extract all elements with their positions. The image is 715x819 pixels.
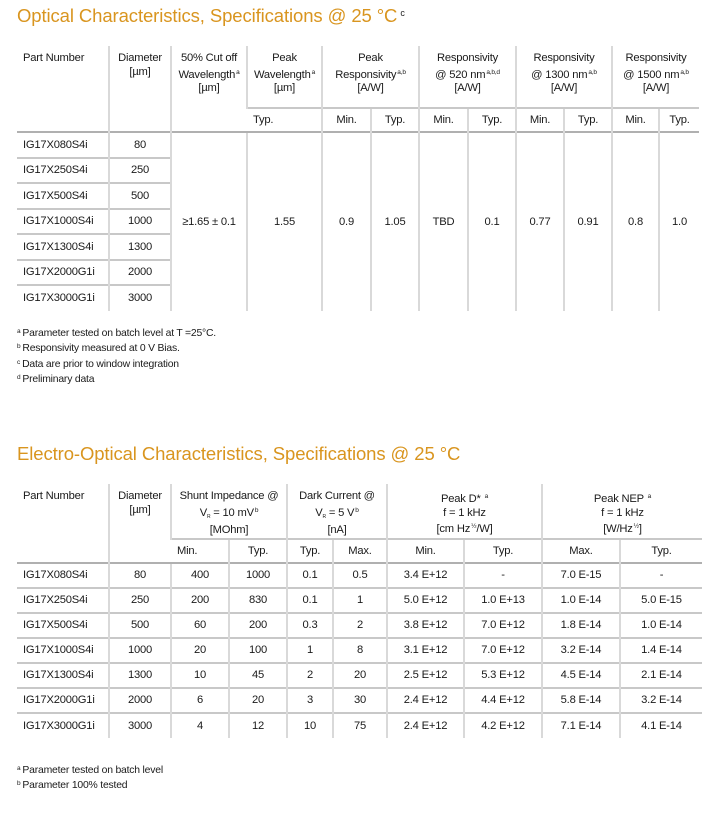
cell-dstar-min: 3.4 E+12 bbox=[387, 563, 464, 588]
cell-nep-typ: 3.2 E-14 bbox=[620, 688, 702, 713]
cell-shunt-min: 10 bbox=[171, 663, 229, 688]
cell-nep-typ: 1.0 E-14 bbox=[620, 613, 702, 638]
table-row bbox=[17, 638, 702, 663]
table-row bbox=[17, 613, 702, 638]
header-part-number: Part Number bbox=[23, 490, 85, 502]
header-peak-nep: Peak NEP $^a$ f = 1 kHz [W/Hz$^{\frac{1}{2}}$] bbox=[542, 484, 702, 539]
cell-nep-max: 3.2 E-14 bbox=[542, 638, 620, 663]
cell-resp1500-min: 0.8 bbox=[612, 132, 659, 311]
header-responsivity-1500: Responsivity @ 1500 nm$^{a,b}$ [A/W] bbox=[612, 46, 699, 108]
footnote: $^b$ Parameter 100% tested bbox=[17, 780, 128, 792]
cell-part-number: IG17X080S4i bbox=[17, 132, 109, 158]
cell-dark-max: 1 bbox=[333, 588, 387, 613]
cell-nep-typ: 2.1 E-14 bbox=[620, 663, 702, 688]
subheader-dstar-min: Min. bbox=[387, 539, 464, 563]
cell-shunt-typ: 200 bbox=[229, 613, 287, 638]
optical-title-footnote-mark: c bbox=[400, 8, 405, 18]
cell-resp1300-min: 0.77 bbox=[516, 132, 564, 311]
cell-dark-max: 75 bbox=[333, 713, 387, 738]
cell-nep-max: 7.0 E-15 bbox=[542, 563, 620, 588]
cell-shunt-typ: 20 bbox=[229, 688, 287, 713]
cell-part-number: IG17X1000S4i bbox=[17, 209, 109, 235]
cell-part-number: IG17X1300S4i bbox=[17, 234, 109, 260]
table-row bbox=[17, 688, 702, 713]
cell-resp520-min: TBD bbox=[419, 132, 468, 311]
cell-shunt-typ: 830 bbox=[229, 588, 287, 613]
table-row bbox=[17, 663, 702, 688]
cell-shunt-typ: 12 bbox=[229, 713, 287, 738]
cell-nep-max: 1.0 E-14 bbox=[542, 588, 620, 613]
subheader-resp1500-min: Min. bbox=[612, 108, 659, 132]
subheader-resp1300-typ: Typ. bbox=[564, 108, 612, 132]
header-responsivity-1300: Responsivity @ 1300 nm$^{a,b}$ [A/W] bbox=[516, 46, 612, 108]
cell-dstar-min: 3.8 E+12 bbox=[387, 613, 464, 638]
cell-dark-max: 8 bbox=[333, 638, 387, 663]
subheader-resp520-typ: Typ. bbox=[468, 108, 516, 132]
cell-shunt-min: 400 bbox=[171, 563, 229, 588]
cell-peak-resp-typ: 1.05 bbox=[371, 132, 419, 311]
cell-part-number: IG17X2000G1i bbox=[17, 688, 109, 713]
table-row bbox=[17, 132, 699, 158]
cell-dark-max: 0.5 bbox=[333, 563, 387, 588]
cell-part-number: IG17X500S4i bbox=[17, 613, 109, 638]
cell-part-number: IG17X080S4i bbox=[17, 563, 109, 588]
footnote: $^a$ Parameter tested on batch level bbox=[17, 765, 163, 776]
cell-diameter: 3000 bbox=[109, 713, 171, 738]
cell-shunt-min: 6 bbox=[171, 688, 229, 713]
subheader-dark-typ: Typ. bbox=[287, 539, 333, 563]
cell-resp1300-typ: 0.91 bbox=[564, 132, 612, 311]
subheader-resp1500-typ: Typ. bbox=[659, 108, 699, 132]
footnote: $^a$ Parameter tested on batch level at T =25°C. bbox=[17, 328, 216, 339]
cell-nep-max: 1.8 E-14 bbox=[542, 613, 620, 638]
header-part-number: Part Number bbox=[23, 52, 85, 64]
subheader-peak-resp-min: Min. bbox=[322, 108, 371, 132]
cell-part-number: IG17X1000S4i bbox=[17, 638, 109, 663]
cell-part-number: IG17X1300S4i bbox=[17, 663, 109, 688]
cell-part-number: IG17X250S4i bbox=[17, 588, 109, 613]
subheader-dark-max: Max. bbox=[333, 539, 387, 563]
subheader-peak-resp-typ: Typ. bbox=[371, 108, 419, 132]
table-row bbox=[17, 588, 702, 613]
cell-nep-typ: 5.0 E-15 bbox=[620, 588, 702, 613]
cell-diameter: 2000 bbox=[109, 260, 171, 286]
cell-part-number: IG17X500S4i bbox=[17, 183, 109, 209]
cell-diameter: 250 bbox=[109, 158, 171, 184]
cell-nep-typ: - bbox=[620, 563, 702, 588]
cell-diameter: 250 bbox=[109, 588, 171, 613]
subheader-shunt-min: Min. bbox=[171, 539, 229, 563]
header-responsivity-520: Responsivity @ 520 nm$^{a,b,d}$ [A/W] bbox=[419, 46, 516, 108]
cell-dstar-min: 2.5 E+12 bbox=[387, 663, 464, 688]
cell-diameter: 1000 bbox=[109, 638, 171, 663]
cell-shunt-min: 60 bbox=[171, 613, 229, 638]
cell-part-number: IG17X3000G1i bbox=[17, 713, 109, 738]
cell-dark-typ: 0.3 bbox=[287, 613, 333, 638]
cell-peak-wavelength-typ: 1.55 bbox=[247, 132, 322, 311]
cell-shunt-typ: 1000 bbox=[229, 563, 287, 588]
cell-dark-typ: 0.1 bbox=[287, 588, 333, 613]
subheader-nep-typ: Typ. bbox=[620, 539, 702, 563]
cell-shunt-min: 20 bbox=[171, 638, 229, 663]
cell-diameter: 500 bbox=[109, 183, 171, 209]
cell-shunt-min: 200 bbox=[171, 588, 229, 613]
cell-dstar-min: 2.4 E+12 bbox=[387, 713, 464, 738]
cell-dark-typ: 10 bbox=[287, 713, 333, 738]
cell-dark-typ: 3 bbox=[287, 688, 333, 713]
subheader-peak-wl-typ: Typ. bbox=[247, 108, 322, 132]
cell-nep-max: 4.5 E-14 bbox=[542, 663, 620, 688]
cell-resp520-typ: 0.1 bbox=[468, 132, 516, 311]
cell-dstar-typ: 4.2 E+12 bbox=[464, 713, 542, 738]
cell-dark-typ: 2 bbox=[287, 663, 333, 688]
cell-nep-typ: 4.1 E-14 bbox=[620, 713, 702, 738]
cell-dstar-typ: 5.3 E+12 bbox=[464, 663, 542, 688]
electro-optical-spec-table bbox=[17, 484, 702, 738]
cell-dstar-typ: 4.4 E+12 bbox=[464, 688, 542, 713]
cell-shunt-typ: 45 bbox=[229, 663, 287, 688]
cell-dark-max: 2 bbox=[333, 613, 387, 638]
cell-diameter: 80 bbox=[109, 132, 171, 158]
header-diameter: Diameter [µm] bbox=[109, 46, 171, 132]
cell-part-number: IG17X2000G1i bbox=[17, 260, 109, 286]
table-row bbox=[17, 713, 702, 738]
cell-dark-typ: 1 bbox=[287, 638, 333, 663]
cell-dstar-min: 5.0 E+12 bbox=[387, 588, 464, 613]
cell-dstar-typ: 1.0 E+13 bbox=[464, 588, 542, 613]
cell-part-number: IG17X3000G1i bbox=[17, 285, 109, 311]
header-peak-wavelength: Peak Wavelength$^a$ [µm] bbox=[247, 46, 322, 108]
cell-dark-typ: 0.1 bbox=[287, 563, 333, 588]
subheader-resp1300-min: Min. bbox=[516, 108, 564, 132]
cell-dstar-typ: 7.0 E+12 bbox=[464, 638, 542, 663]
subheader-resp520-min: Min. bbox=[419, 108, 468, 132]
cell-part-number: IG17X250S4i bbox=[17, 158, 109, 184]
cell-shunt-min: 4 bbox=[171, 713, 229, 738]
cell-diameter: 2000 bbox=[109, 688, 171, 713]
footnote: $^b$ Responsivity measured at 0 V Bias. bbox=[17, 343, 180, 355]
cell-dstar-typ: - bbox=[464, 563, 542, 588]
cell-dark-max: 20 bbox=[333, 663, 387, 688]
table-row bbox=[17, 563, 702, 588]
footnote: $^d$ Preliminary data bbox=[17, 373, 95, 385]
subheader-nep-max: Max. bbox=[542, 539, 620, 563]
subheader-dstar-typ: Typ. bbox=[464, 539, 542, 563]
cell-dstar-typ: 7.0 E+12 bbox=[464, 613, 542, 638]
header-peak-dstar: Peak D* $^a$ f = 1 kHz [cm Hz$^{\frac{1}{2}}$/W] bbox=[387, 484, 542, 539]
cell-dstar-min: 2.4 E+12 bbox=[387, 688, 464, 713]
subheader-shunt-typ: Typ. bbox=[229, 539, 287, 563]
cell-diameter: 3000 bbox=[109, 285, 171, 311]
optical-title-text: Optical Characteristics, Specifications @ 25 °C bbox=[17, 5, 398, 26]
electro-optical-title-text: Electro-Optical Characteristics, Specifications @ 25 °C bbox=[17, 443, 461, 464]
electro-optical-footnotes bbox=[17, 762, 163, 793]
cell-cutoff-wavelength: ≥1.65 ± 0.1 bbox=[171, 132, 247, 311]
cell-nep-max: 5.8 E-14 bbox=[542, 688, 620, 713]
electro-optical-section-title bbox=[17, 443, 460, 465]
optical-footnotes bbox=[17, 325, 216, 386]
cell-diameter: 1300 bbox=[109, 234, 171, 260]
header-shunt-impedance: Shunt Impedance @ $V_R = 10$ mV$^b$ [MOhm] bbox=[171, 484, 287, 539]
optical-section-title bbox=[17, 5, 405, 27]
footnote: $^c$ Data are prior to window integration bbox=[17, 358, 179, 370]
cell-peak-resp-min: 0.9 bbox=[322, 132, 371, 311]
cell-nep-max: 7.1 E-14 bbox=[542, 713, 620, 738]
cell-shunt-typ: 100 bbox=[229, 638, 287, 663]
header-peak-responsivity: Peak Responsivity$^{a,b}$ [A/W] bbox=[322, 46, 419, 108]
cell-diameter: 1000 bbox=[109, 209, 171, 235]
cell-resp1500-typ: 1.0 bbox=[659, 132, 699, 311]
optical-spec-table bbox=[17, 46, 699, 311]
cell-diameter: 1300 bbox=[109, 663, 171, 688]
cell-nep-typ: 1.4 E-14 bbox=[620, 638, 702, 663]
header-cutoff-wavelength: 50% Cut off Wavelength$^a$ [µm] bbox=[171, 46, 247, 132]
cell-diameter: 80 bbox=[109, 563, 171, 588]
cell-dstar-min: 3.1 E+12 bbox=[387, 638, 464, 663]
cell-diameter: 500 bbox=[109, 613, 171, 638]
header-dark-current: Dark Current @ $V_R = 5$ V$^b$ [nA] bbox=[287, 484, 387, 539]
cell-dark-max: 30 bbox=[333, 688, 387, 713]
header-diameter: Diameter [µm] bbox=[109, 484, 171, 563]
